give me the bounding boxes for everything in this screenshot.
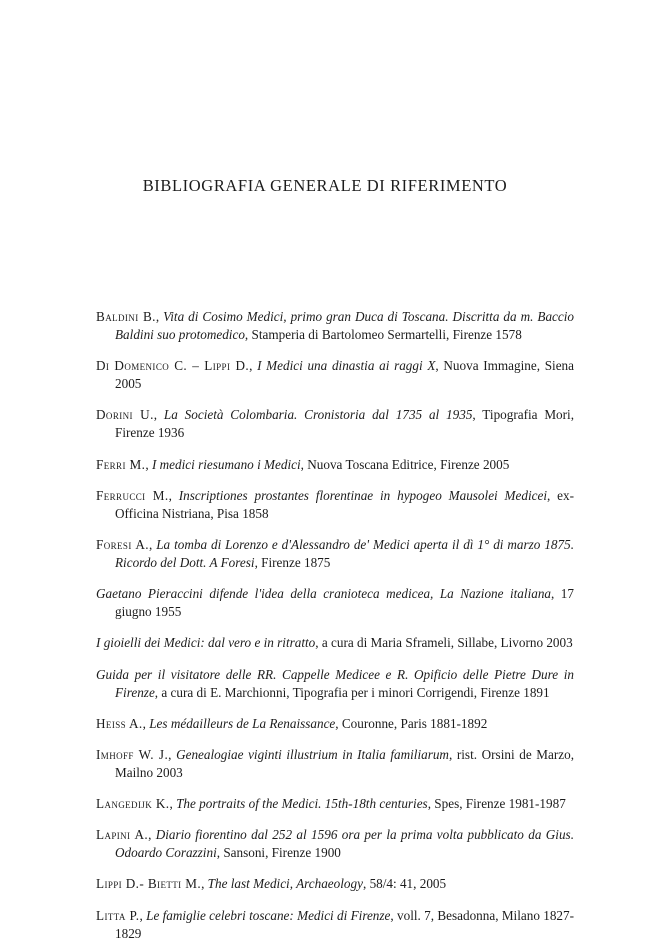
bibliography-entry [96,666,574,702]
bibliography-entry [96,634,574,652]
entry-publication: , rist. Orsini de Marzo, Mailno 2003 [115,746,574,780]
entry-publication: , a cura di E. Marchionni, Tipografia per i minori Corrigendi, Firenze 1891 [154,684,550,700]
entry-separator: , [148,827,156,843]
entry-work-title: La Società Colombaria. Cronistoria dal 1735 al 1935 [163,407,473,423]
page-title: BIBLIOGRAFIA GENERALE DI RIFERIMENTO [142,176,508,195]
entry-publication: , Nuova Toscana Editrice, Firenze 2005 [300,456,510,472]
entry-publication: , Couronne, Paris 1881-1892 [335,715,488,731]
entry-publication: , Stamperia di Bartolomeo Sermartelli, Firenze 1578 [244,327,522,342]
bibliography-entry [96,536,574,572]
entry-author: Ferrucci M. [96,487,169,503]
bibliography-entry [96,875,574,893]
bibliography-list [96,308,574,946]
entry-publication: , Tipografia Mori, Firenze 1936 [115,407,574,441]
entry-publication: , Nuova Immagine, Siena 2005 [115,358,574,392]
bibliography-entry [96,826,574,862]
entry-work-title: Guida per il visitatore delle RR. Cappelle Medicee e R. Opificio delle Pietre Dure in Firenze [96,666,574,700]
entry-separator: , [148,536,157,552]
entry-work-title: Les médailleurs de La Renaissance [149,715,336,731]
entry-separator: , [153,407,164,423]
entry-author: Langedijk K. [96,796,170,812]
entry-work-title: I gioielli dei Medici: dal vero e in ritratto [96,635,316,651]
entry-author: Baldini B. [96,309,156,324]
entry-publication: , Sansoni, Firenze 1900 [216,845,341,861]
entry-publication: , 17 giugno 1955 [115,586,574,620]
entry-work-title: Vita di Cosimo Medici, primo gran Duca di Toscana. Discritta da m. Baccio Baldini suo protomedico [115,309,574,342]
bibliography-entry [96,907,574,943]
entry-publication: , ex-Officina Nistriana, Pisa 1858 [115,487,575,521]
bibliography-entry [96,487,574,523]
entry-separator: , [142,715,150,731]
entry-author: Di Domenico C. – Lippi D. [96,358,250,374]
entry-separator: , [155,309,164,324]
entry-work-title: Gaetano Pieraccini difende l'idea della cranioteca medicea, La Nazione italiana [96,586,552,602]
entry-work-title: I Medici una dinastia ai raggi X [257,358,436,374]
entry-work-title: The last Medici, Archaeology [207,876,363,892]
bibliography-entry [96,585,574,621]
entry-separator: , [201,876,208,892]
entry-author: Lippi D.- Bietti M. [96,876,202,892]
bibliography-entry [96,795,574,813]
bibliography-entry [96,406,574,442]
entry-separator: , [169,796,177,812]
entry-author: Foresi A. [96,536,149,552]
bibliography-entry [96,357,574,393]
entry-author: Heiss A. [96,715,143,731]
entry-work-title: The portraits of the Medici. 15th-18th centuries [176,796,428,812]
entry-separator: , [145,456,152,472]
entry-work-title: La tomba di Lorenzo e d'Alessandro de' Medici aperta il dì 1° di marzo 1875. Ricordo del Dott. A Foresi [115,536,574,570]
bibliography-entry [96,456,574,474]
entry-work-title: Genealogiae viginti illustrium in Italia familiarum [176,746,449,762]
entry-author: Dorini U. [96,407,154,423]
entry-separator: , [249,358,258,374]
entry-author: Lapini A. [96,827,149,843]
bibliography-entry [96,746,574,782]
entry-publication: , Spes, Firenze 1981-1987 [427,796,566,812]
bibliography-entry [96,308,574,344]
entry-publication: , Firenze 1875 [254,554,331,570]
entry-work-title: Le famiglie celebri toscane: Medici di Firenze [146,907,391,923]
entry-work-title: Inscriptiones prostantes florentinae in hypogeo Mausolei Medicei [178,487,548,503]
entry-publication: , a cura di Maria Sframeli, Sillabe, Livorno 2003 [315,635,573,651]
entry-separator: , [168,746,177,762]
entry-work-title: Diario fiorentino dal 252 al 1596 ora per la prima volta pubblicato da Gius. Odoardo Corazzini [115,827,574,861]
entry-work-title: I medici riesumano i Medici [151,456,301,472]
entry-separator: , [168,487,179,503]
entry-author: Litta P. [96,907,140,923]
bibliography-entry [96,715,574,733]
entry-publication: , 58/4: 41, 2005 [362,876,447,892]
entry-author: Imhoff W. J. [96,746,169,762]
entry-author: Ferri M. [96,456,146,472]
entry-publication: , voll. 7, Besadonna, Milano 1827-1829 [115,907,575,941]
entry-separator: , [139,907,147,923]
